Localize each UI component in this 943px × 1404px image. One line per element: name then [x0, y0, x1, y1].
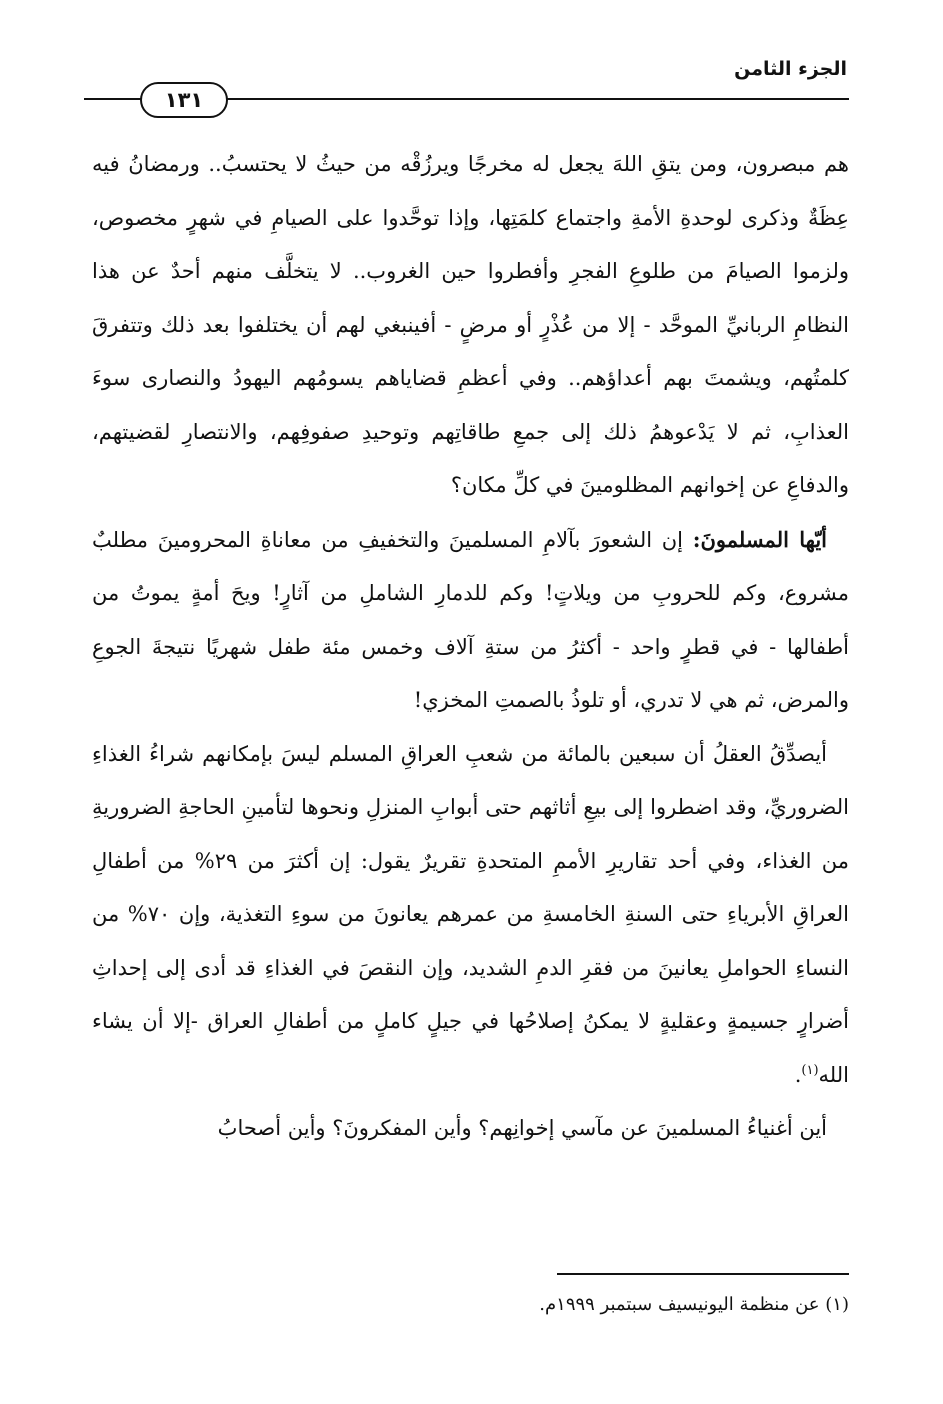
paragraph-2	[92, 513, 849, 728]
paragraph-2-lead: أيّها المسلمونَ:	[692, 526, 827, 552]
running-header-title: الجزء الثامن	[734, 58, 847, 80]
paragraph-3	[92, 728, 849, 1103]
paragraph-1: هم مبصرون، ومن يتقِ اللهَ يجعل له مخرجًا ويرزُقْه من حيثُ لا يحتسبُ.. ورمضانُ فيه عِظَةٌ وذكرى لوحدةِ الأمةِ واجتماع كلمَتِها، وإذا توحَّدوا على الصيامِ في شهرٍ مخصوص، ولزموا الصيامَ من طلوعِ الفجرِ وأفطروا حين الغروب.. لا يتخلَّف منهم أحدٌ عن هذا النظامِ الربانيِّ الموحَّد - إلا من عُذْرٍ أو مرضٍ - أفينبغي لهم أن يختلفوا بعد ذلك وتتفرقَ كلمتُهم، ويشمتَ بهم أعداؤهم.. وفي أعظمِ قضاياهم يسومُهم اليهودُ والنصارى سوءَ العذابِ، ثم لا يَدْعوهمُ ذلك إلى جمعِ طاقاتِهم وتوحيدِ صفوفِهم، والانتصارِ لقضيتهم، والدفاعِ عن إخوانهم المظلومينَ في كلِّ مكان؟	[92, 152, 849, 497]
main-text	[92, 138, 849, 1156]
page-number: ١٣١	[140, 82, 228, 118]
footnote-text: (١) عن منظمة اليونيسيف سبتمبر ١٩٩٩م.	[539, 1294, 849, 1315]
paragraph-2-text: إن الشعورَ بآلامِ المسلمينَ والتخفيفِ من معاناةِ المحرومينَ مطلبٌ مشروع، وكم للحروبِ من ويلاتٍ! وكم للدمارِ الشاملِ من آثارٍ! ويحَ أمةٍ يموتُ من أطفالها - في قطرٍ واحد - أكثرُ من ستةِ آلاف وخمس مئة طفل شهريًا نتيجةَ الجوعِ والمرض، ثم هي لا تدري، أو تلوذُ بالصمتِ المخزي!	[92, 527, 849, 712]
footnote-reference: (١)	[801, 1062, 819, 1078]
paragraph-3-text: أيصدِّقُ العقلُ أن سبعين بالمائة من شعبِ العراقِ المسلم ليسَ بإمكانهم شراءُ الغذاءِ الضروريِّ، وقد اضطروا إلى بيعِ أثاثهم حتى أبوابِ المنزلِ ونحوها لتأمينِ الحاجةِ الضروريةِ من الغذاء، وفي أحد تقاريرِ الأممِ المتحدةِ تقريرٌ يقول: إن أكثرَ من ٢٩% من أطفالِ العراقِ الأبرياءِ حتى السنةِ الخامسةِ من عمرهم يعانونَ من سوءِ التغذية، وإن ٧٠% من النساءِ الحواملِ يعانينَ من فقرِ الدمِ الشديد، وإن النقصَ في الغذاءِ قد أدى إلى إحداثِ أضرارٍ جسيمةٍ وعقليةٍ لا يمكنُ إصلاحُها في جيلٍ كاملٍ من أطفالِ العراق -إلا أن يشاء الله	[92, 741, 849, 1087]
footnote-rule	[557, 1273, 849, 1275]
paragraph-4: أين أغنياءُ المسلمينَ عن مآسي إخوانِهم؟ وأين المفكرونَ؟ وأين أصحابُ	[217, 1116, 827, 1140]
paragraph-3-end: .	[794, 1062, 802, 1087]
